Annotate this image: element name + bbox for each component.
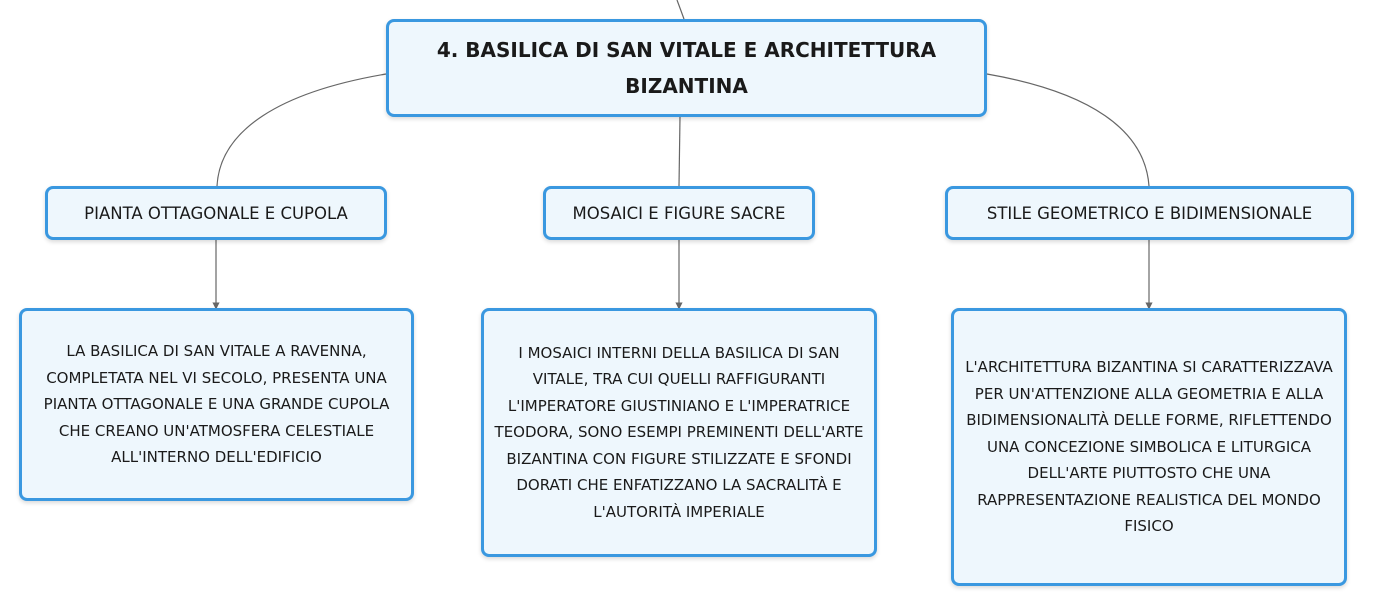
detail-node-stile[interactable] (951, 308, 1347, 586)
branch-node-pianta[interactable] (45, 186, 387, 240)
branch-label: PIANTA OTTAGONALE E CUPOLA (84, 203, 348, 223)
detail-text: LA BASILICA DI SAN VITALE A RAVENNA, COMPLETATA NEL VI SECOLO, PRESENTA UNA PIANTA OTTAGONALE E UNA GRANDE CUPOLA CHE CREANO UN'ATMOSFERA CELESTIALE ALL'INTERNO DELL'EDIFICIO (43, 342, 390, 467)
branch-node-mosaici[interactable] (543, 186, 815, 240)
root-title: 4. BASILICA DI SAN VITALE E ARCHITETTURA BIZANTINA (436, 38, 937, 98)
branch-label: MOSAICI E FIGURE SACRE (572, 203, 786, 223)
branch-node-stile[interactable] (945, 186, 1354, 240)
connector-root-to-branch-3 (987, 74, 1149, 186)
detail-text: L'ARCHITETTURA BIZANTINA SI CARATTERIZZAVA PER UN'ATTENZIONE ALLA GEOMETRIA E ALLA BIDIMENSIONALITÀ DELLE FORME, RIFLETTENDO UNA CONCEZIONE SIMBOLICA E LITURGICA DELL'ARTE PIUTTOSTO CHE UNA RAPPRESENTAZIONE REALISTICA DEL MONDO FISICO (965, 358, 1333, 536)
detail-node-mosaici[interactable] (481, 308, 877, 557)
connector-parent-to-root (677, 0, 684, 19)
connector-root-to-branch-1 (217, 74, 386, 186)
detail-text: I MOSAICI INTERNI DELLA BASILICA DI SAN VITALE, TRA CUI QUELLI RAFFIGURANTI L'IMPERATORE GIUSTINIANO E L'IMPERATRICE TEODORA, SONO ESEMPI PREMINENTI DELL'ARTE BIZANTINA CON FIGURE STILIZZATE E SFONDI DORATI CHE ENFATIZZANO LA SACRALITÀ E L'AUTORITÀ IMPERIALE (494, 343, 864, 521)
connector-root-to-branch-2 (679, 117, 680, 186)
branch-label: STILE GEOMETRICO E BIDIMENSIONALE (986, 203, 1313, 223)
detail-node-pianta[interactable] (19, 308, 414, 501)
root-node[interactable] (386, 19, 987, 117)
